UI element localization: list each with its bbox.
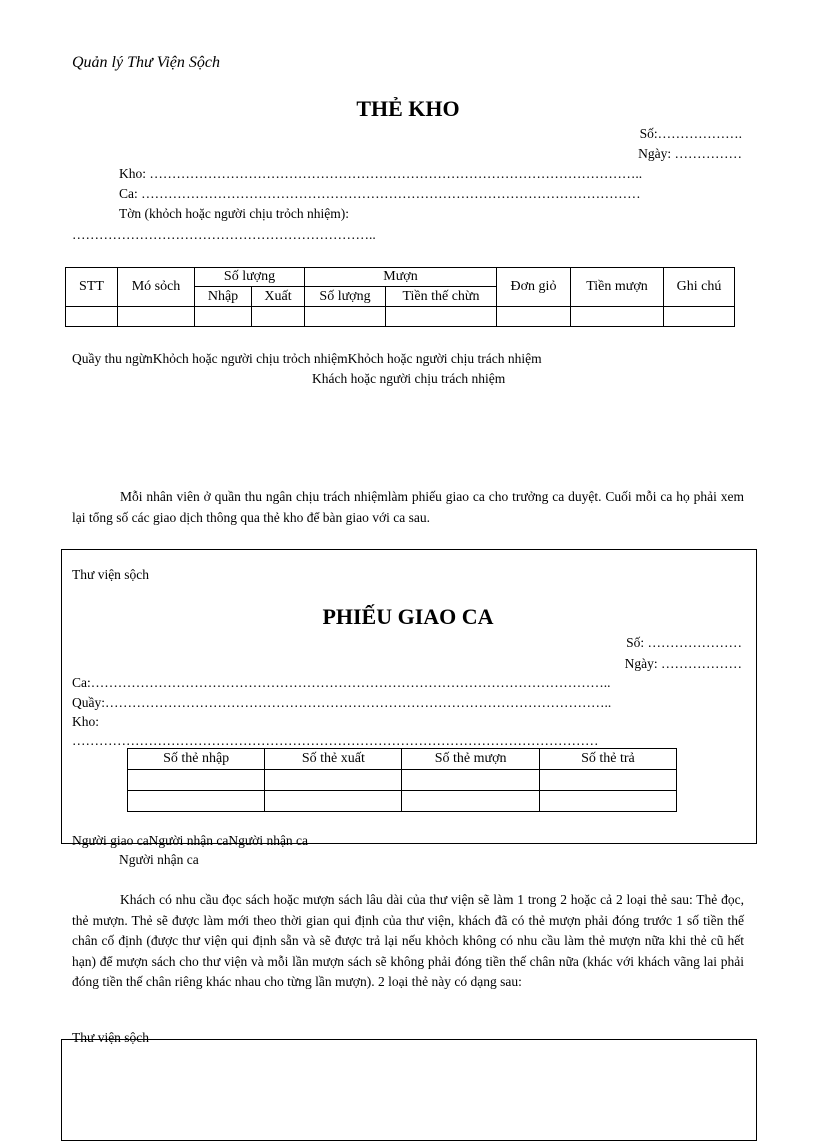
col-so-luong: Số lượng: [195, 268, 305, 287]
col-muon: Mượn: [305, 268, 497, 287]
the-kho-table: [65, 267, 735, 327]
table-row: [128, 770, 677, 791]
phieu-giao-ca-so: Số: …………………: [626, 635, 742, 650]
the-thu-vien-library: Thư viện sộch: [72, 1030, 150, 1045]
the-kho-signature-line1: Quầy thu ngừnKhỏch hoặc người chịu trỏch nhiệmKhỏch hoặc người chịu trách nhiệm: [72, 351, 542, 366]
col-ghi-chu: Ghi chú: [664, 268, 735, 307]
phieu-giao-ca-kho-label: Kho:: [72, 714, 99, 729]
the-kho-so: Số:……………….: [639, 126, 742, 141]
phieu-giao-ca-signature-line2: Người nhận ca: [119, 852, 199, 867]
phieu-giao-ca-library: Thư viện sộch: [72, 567, 150, 582]
phieu-giao-ca-kho-dots: ………………………………………………………………………………………………………: [72, 733, 599, 748]
the-kho-signature-line2: Khách hoặc người chịu trách nhiệm: [312, 371, 506, 386]
col-muon-so-luong: Số lượng: [305, 287, 386, 307]
col-so-the-nhap: Số thẻ nhập: [128, 749, 265, 770]
paragraph-the-doc-muon: Khách có nhu cầu đọc sách hoặc mượn sách lâu dài của thư viện sẽ làm 1 trong 2 hoặc cả 2 loại thẻ sau: Thẻ đọc, thẻ mượn. Thẻ sẽ được làm mới theo thời gian qui định của thư viện, khách đã có thẻ mượn phải đóng trước 1 số tiền thế chân cố định (được thư viện qui định sẵn và sẽ được trả lại nếu khỏch không có nhu cầu làm thẻ mượn nữa khi thẻ cũ hết hạn) để mượn sách cho thư viện và mỗi lần mượn sách sẽ không phải đóng tiền thế chân nữa (khác với khách vãng lai phải đóng tiền thế chân riêng khác nhau cho từng lần mượn). 2 loại thẻ này có dạng sau:: [72, 892, 744, 989]
phieu-giao-ca-title: PHIẾU GIAO CA: [322, 604, 494, 629]
phieu-giao-ca-ngay: Ngày: ………………: [624, 656, 742, 671]
col-so-the-xuat: Số thẻ xuất: [265, 749, 402, 770]
phieu-giao-ca-signature-line1: Người giao caNgười nhận caNgười nhận ca: [72, 833, 309, 848]
phieu-giao-ca-table: [127, 748, 677, 812]
phieu-giao-ca-ca-line: Ca:……………………………………………………………………………………………………..: [72, 675, 611, 690]
the-kho-kho-line: Kho: ………………………………………………………………………………………………..: [119, 166, 643, 181]
the-thu-vien-box: [61, 1039, 757, 1141]
col-nhap: Nhập: [195, 287, 252, 307]
col-tien-the-chan: Tiền thế chừn: [386, 287, 497, 307]
phieu-giao-ca-quay-line: Quầy:…………………………………………………………………………………………………..: [72, 695, 612, 710]
the-kho-title: THẺ KHO: [356, 96, 460, 121]
the-kho-ngay: Ngày: ……………: [638, 146, 742, 161]
the-kho-ton-label: Tờn (khỏch hoặc người chịu trỏch nhiệm):: [119, 206, 350, 221]
document-header: Quản lý Thư Viện Sộch: [72, 54, 220, 71]
table-row: [128, 791, 677, 812]
the-kho-ca-line: Ca: …………………………………………………………………………………………………: [119, 186, 641, 201]
col-so-the-muon: Số thẻ mượn: [402, 749, 539, 770]
table-row: [66, 307, 735, 327]
col-so-the-tra: Số thẻ trả: [539, 749, 676, 770]
col-don-gia: Đơn giỏ: [497, 268, 571, 307]
col-ma-sach: Mó sỏch: [118, 268, 195, 307]
col-tien-muon: Tiền mượn: [571, 268, 664, 307]
the-kho-ton-dots: …………………………………………………………..: [72, 227, 376, 242]
paragraph-giao-ca: Mỗi nhân viên ở quần thu ngân chịu trách nhiệmlàm phiếu giao ca cho trưởng ca duyệt. Cuối mỗi ca họ phải xem lại tổng số các giao dịch thông qua thẻ kho để bàn giao với ca sau.: [72, 489, 744, 525]
col-stt: STT: [66, 268, 118, 307]
col-xuat: Xuất: [252, 287, 305, 307]
